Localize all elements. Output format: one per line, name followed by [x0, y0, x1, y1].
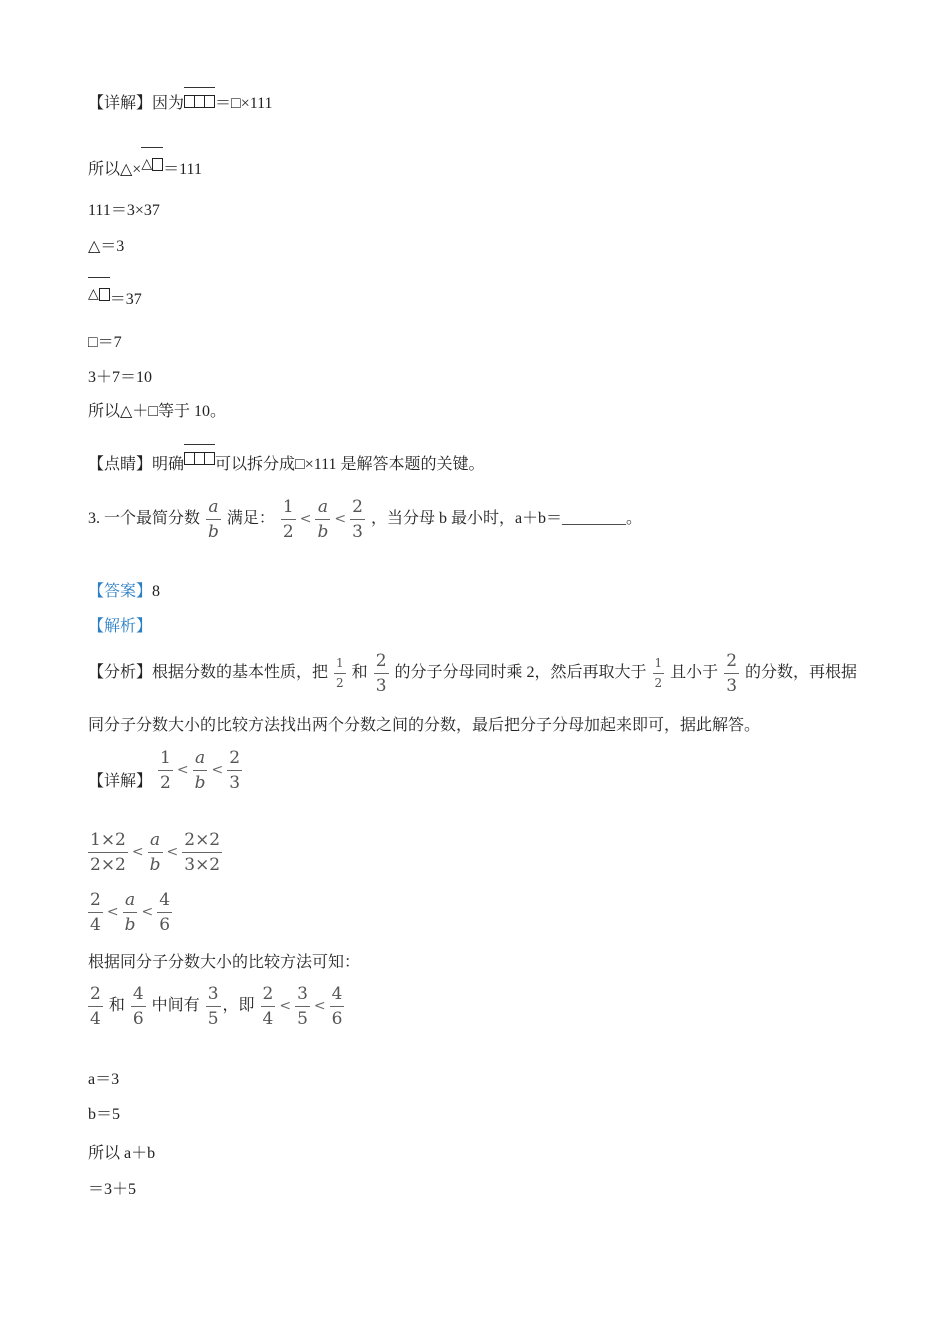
text: ＝37	[109, 291, 142, 308]
fenxi-tag: 【分析】	[88, 664, 153, 682]
answer-tag: 【答案】	[88, 583, 153, 600]
answer-line	[88, 582, 160, 602]
detail-line-6: □＝7	[88, 334, 122, 351]
fraction-2-3: $\frac{2}{3}$	[352, 496, 363, 542]
detail-line-3: 111＝3×37	[88, 202, 160, 219]
detail-line-2	[88, 154, 202, 180]
detail-line-5	[88, 284, 142, 310]
question-text: 3. 一个最简分数	[88, 510, 201, 527]
fraction-3-5: $\frac{3}{5}$	[207, 983, 219, 1029]
fenxi-line	[88, 652, 857, 695]
text: 和	[108, 997, 125, 1014]
a-equals: a＝3	[88, 1071, 120, 1088]
fraction-a-over-b: $\frac{a}{b}$	[194, 747, 206, 793]
sum-line-2: ＝3＋5	[88, 1181, 137, 1198]
fraction-a-over-b: $\frac{a}{b}$	[124, 889, 136, 935]
detail-line-1	[88, 94, 273, 114]
text: 可以拆分成□×111 是解答本题的关键。	[215, 456, 485, 473]
text: 因为	[152, 95, 185, 112]
text: ＝111	[163, 161, 202, 178]
overline-three-boxes-icon	[184, 94, 215, 114]
fraction-a-over-b: $\frac{a}{b}$	[208, 496, 219, 542]
sum-line: 所以 a＋b	[88, 1145, 156, 1162]
fraction-4-6: $\frac{4}{6}$	[159, 889, 171, 935]
fraction-1x2-2x2: $\frac{1\times 2}{2\times 2}$	[90, 829, 126, 875]
between-line: $\frac{2}{4}$ 和 $\frac{4}{6}$ 中间有 $\frac{3}{5}$ ，即 $\frac{2}{4}$ < $\frac{3}{5}$ < $\frac{4}{6}$	[90, 983, 343, 1029]
text: 的分子分母同时乘 2，然后再取大于	[394, 664, 647, 682]
overline-three-boxes-icon	[184, 451, 215, 471]
fraction-a-over-b: $\frac{a}{b}$	[149, 829, 161, 875]
fraction-4-6: $\frac{4}{6}$	[132, 983, 144, 1029]
fraction-2-3: $\frac{2}{3}$	[229, 747, 241, 793]
fraction-4-6: $\frac{4}{6}$	[331, 983, 343, 1029]
detail2-line-2: $\frac{1\times 2}{2\times 2}$ < $\frac{a}{b}$ < $\frac{2\times 2}{3\times 2}$	[90, 829, 221, 875]
fenxi-line-2: 同分子分数大小的比较方法找出两个分数之间的分数，最后把分子分母加起来即可，据此解答。	[88, 717, 761, 734]
text: 中间有	[151, 997, 200, 1014]
detail-tag: 【详解】	[88, 773, 153, 790]
fraction-1-2: $\frac{1}{2}$	[336, 656, 344, 690]
text: ，当分母 b 最小时，a＋b＝________。	[370, 510, 643, 527]
text: 所以△×	[88, 161, 142, 178]
rule-line: 根据同分子分数大小的比较方法可知：	[88, 954, 361, 971]
fraction-1-2: $\frac{1}{2}$	[282, 496, 294, 542]
b-equals: b＝5	[88, 1106, 121, 1123]
fraction-3-5: $\frac{3}{5}$	[297, 983, 308, 1029]
text: 和	[351, 664, 368, 682]
fraction-2x2-3x2: $\frac{2\times 2}{3\times 2}$	[184, 829, 221, 875]
detail-tag: 【详解】	[88, 95, 153, 112]
analysis-tag: 【解析】	[88, 618, 153, 635]
text: 根据分数的基本性质，把	[152, 664, 329, 682]
text: ＝□×111	[215, 95, 273, 112]
detail-line-4: △＝3	[88, 238, 125, 255]
overline-triangle-box-icon: △	[88, 284, 110, 305]
fraction-1-2: $\frac{1}{2}$	[160, 747, 171, 793]
detail-line-7: 3＋7＝10	[88, 369, 153, 386]
overline-triangle-box-icon: △	[141, 154, 163, 175]
fraction-2-4: $\frac{2}{4}$	[262, 983, 274, 1029]
answer-value: 8	[152, 583, 161, 600]
fraction-2-4: $\frac{2}{4}$	[90, 983, 101, 1029]
question-3: 3. 一个最简分数 $\frac{a}{b}$ 满足： $\frac{1}{2}$ < $\frac{a}{b}$ < $\frac{2}{3}$ ，当分母 b 最小时，a＋b＝________。	[88, 496, 643, 542]
fraction-1-2: $\frac{1}{2}$	[654, 656, 663, 690]
fraction-2-3: $\frac{2}{3}$	[375, 651, 387, 696]
text: ，即	[222, 997, 255, 1014]
detail-line-8: 所以△＋□等于 10。	[88, 403, 226, 420]
text: 明确	[152, 456, 185, 473]
fraction-2-3: $\frac{2}{3}$	[726, 651, 738, 696]
text: 满足：	[226, 510, 275, 527]
text: 的分数，再根据	[745, 664, 858, 682]
key-point-tag: 【点睛】	[88, 456, 153, 473]
text: 且小于	[670, 664, 719, 682]
key-point-line	[88, 451, 485, 475]
fraction-a-over-b: $\frac{a}{b}$	[317, 496, 329, 542]
detail2-line-3: $\frac{2}{4}$ < $\frac{a}{b}$ < $\frac{4}{6}$	[90, 889, 171, 935]
detail2-line-1: 【详解】 $\frac{1}{2}$ < $\frac{a}{b}$ < $\frac{2}{3}$	[88, 747, 241, 793]
fraction-2-4: $\frac{2}{4}$	[90, 889, 101, 935]
